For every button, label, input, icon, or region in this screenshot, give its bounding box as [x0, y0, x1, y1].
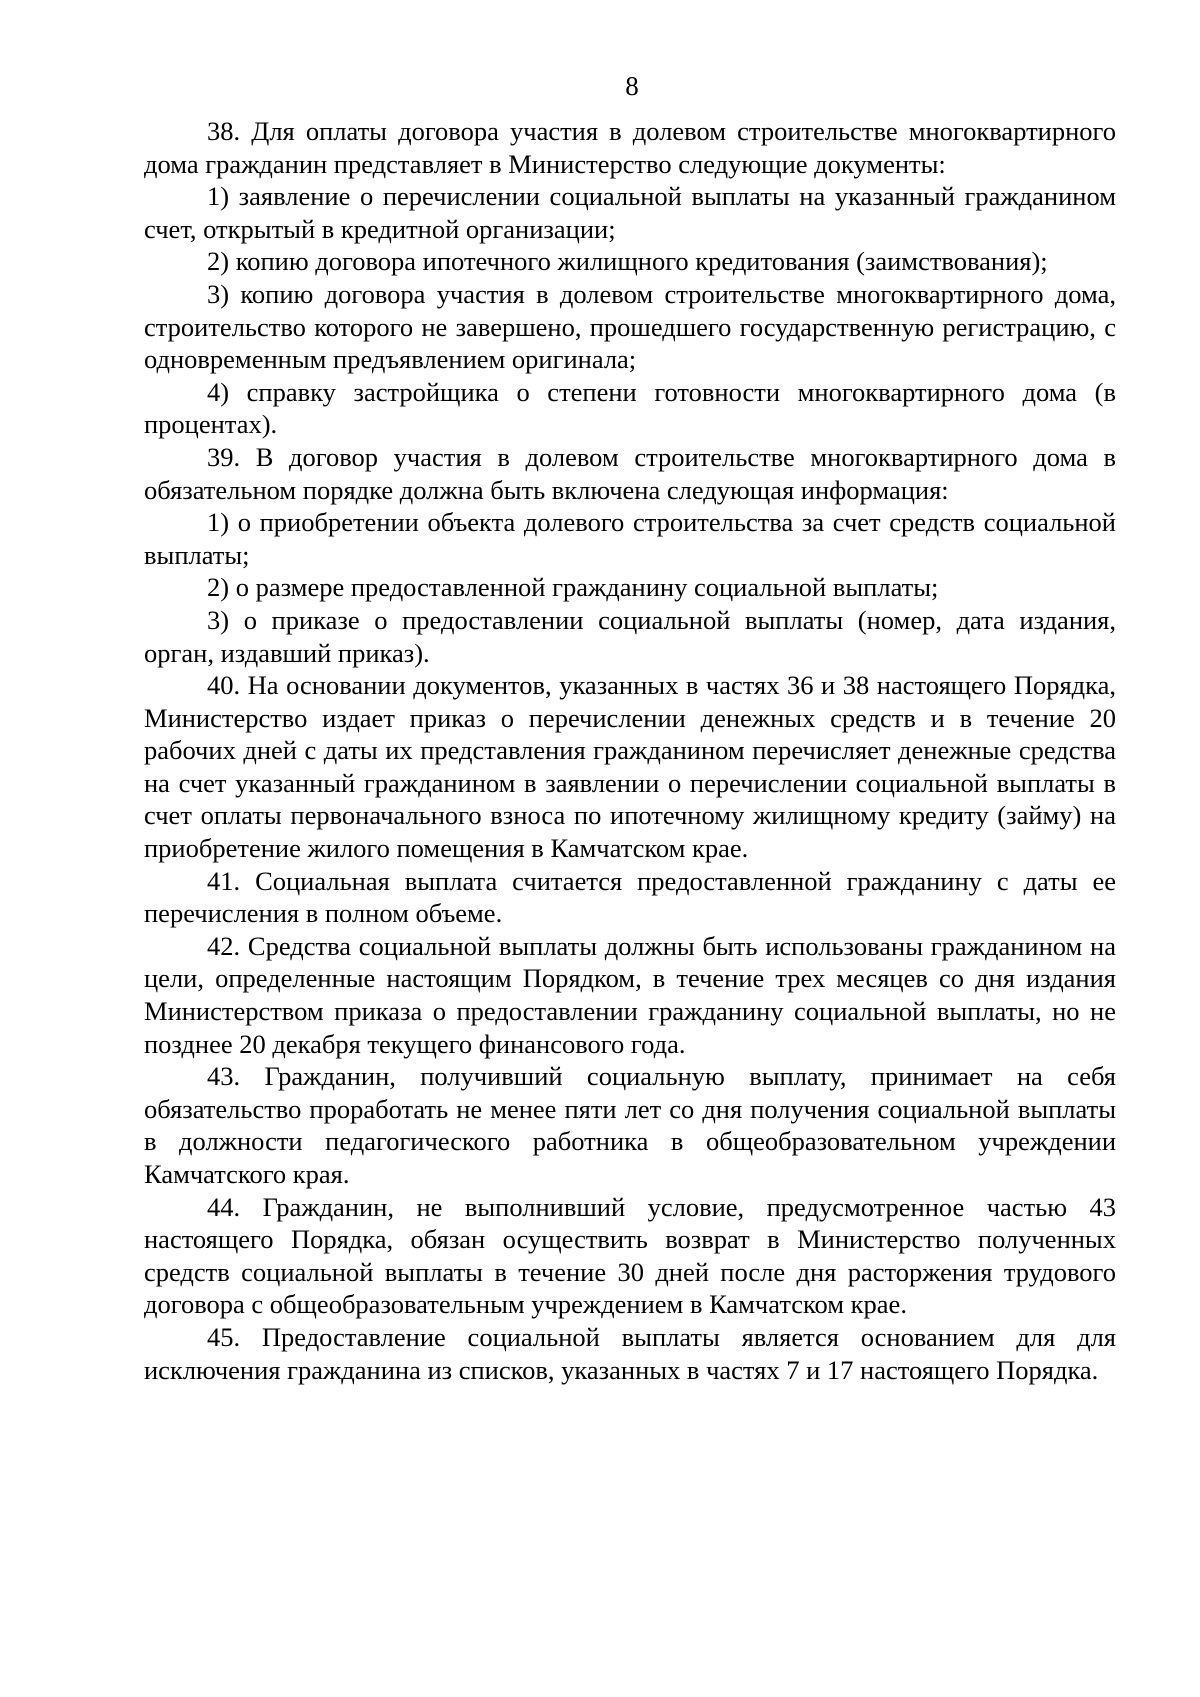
paragraph-38: 38. Для оплаты договора участия в долевом строительстве многоквартирного дома гражданин представляет в Министерство следующие документы: [144, 116, 1116, 179]
paragraph-41: 41. Социальная выплата считается предоставленной гражданину с даты ее перечисления в полном объеме. [144, 865, 1116, 929]
paragraph-45: 45. Предоставление социальной выплаты является основанием для для исключения гражданина из списков, указанных в частях 7 и 17 настоящего Порядка. [144, 1321, 1116, 1385]
page-number: 8 [625, 71, 639, 101]
paragraph-39: 39. В договор участия в долевом строительстве многоквартирного дома в обязательном порядке должна быть включена следующая информация: [144, 441, 1116, 505]
paragraph-38-item-1: 1) заявление о перечислении социальной выплаты на указанный гражданином счет, открытый в кредитной организации; [144, 181, 1116, 244]
paragraph-42: 42. Средства социальной выплаты должны быть использованы гражданином на цели, определенные настоящим Порядком, в течение трех месяцев со дня издания Министерством приказа о предоставлении гражданину социальной выплаты, но не позднее 20 декабря текущего финансового года. [144, 930, 1116, 1059]
paragraph-39-item-3: 3) о приказе о предоставлении социальной выплаты (номер, дата издания, орган, издавший приказ). [144, 604, 1116, 668]
paragraph-43: 43. Гражданин, получивший социальную выплату, принимает на себя обязательство проработать не менее пяти лет со дня получения социальной выплаты в должности педагогического работника в общеобразовательном учреждении Камчатского края. [144, 1061, 1116, 1189]
paragraph-40: 40. На основании документов, указанных в частях 36 и 38 настоящего Порядка, Министерство издает приказ о перечислении денежных средств и в течение 20 рабочих дней с даты их представления гражданином перечисляет денежные средства на счет указанный гражданином в заявлении о перечислении социальной выплаты в счет оплаты первоначального взноса по ипотечному жилищному кредиту (займу) на приобретение жилого помещения в Камчатском крае. [144, 670, 1116, 864]
paragraph-38-item-2: 2) копию договора ипотечного жилищного кредитования (заимствования); [207, 246, 1048, 277]
paragraph-38-item-3: 3) копию договора участия в долевом строительстве многоквартирного дома, строительство которого не завершено, прошедшего государственную регистрацию, с одновременным предъявлением оригинала; [144, 278, 1116, 375]
paragraph-39-item-1: 1) о приобретении объекта долевого строительства за счет средств социальной выплаты; [144, 507, 1116, 570]
paragraph-38-item-4: 4) справку застройщика о степени готовности многоквартирного дома (в процентах). [144, 376, 1116, 440]
paragraph-44: 44. Гражданин, не выполнивший условие, предусмотренное частью 43 настоящего Порядка, обязан осуществить возврат в Министерство полученных средств социальной выплаты в течение 30 дней после дня расторжения трудового договора с общеобразовательным учреждением в Камчатском крае. [144, 1191, 1116, 1320]
paragraph-39-item-2: 2) о размере предоставленной гражданину социальной выплаты; [207, 572, 939, 603]
document-body [144, 115, 1116, 1386]
